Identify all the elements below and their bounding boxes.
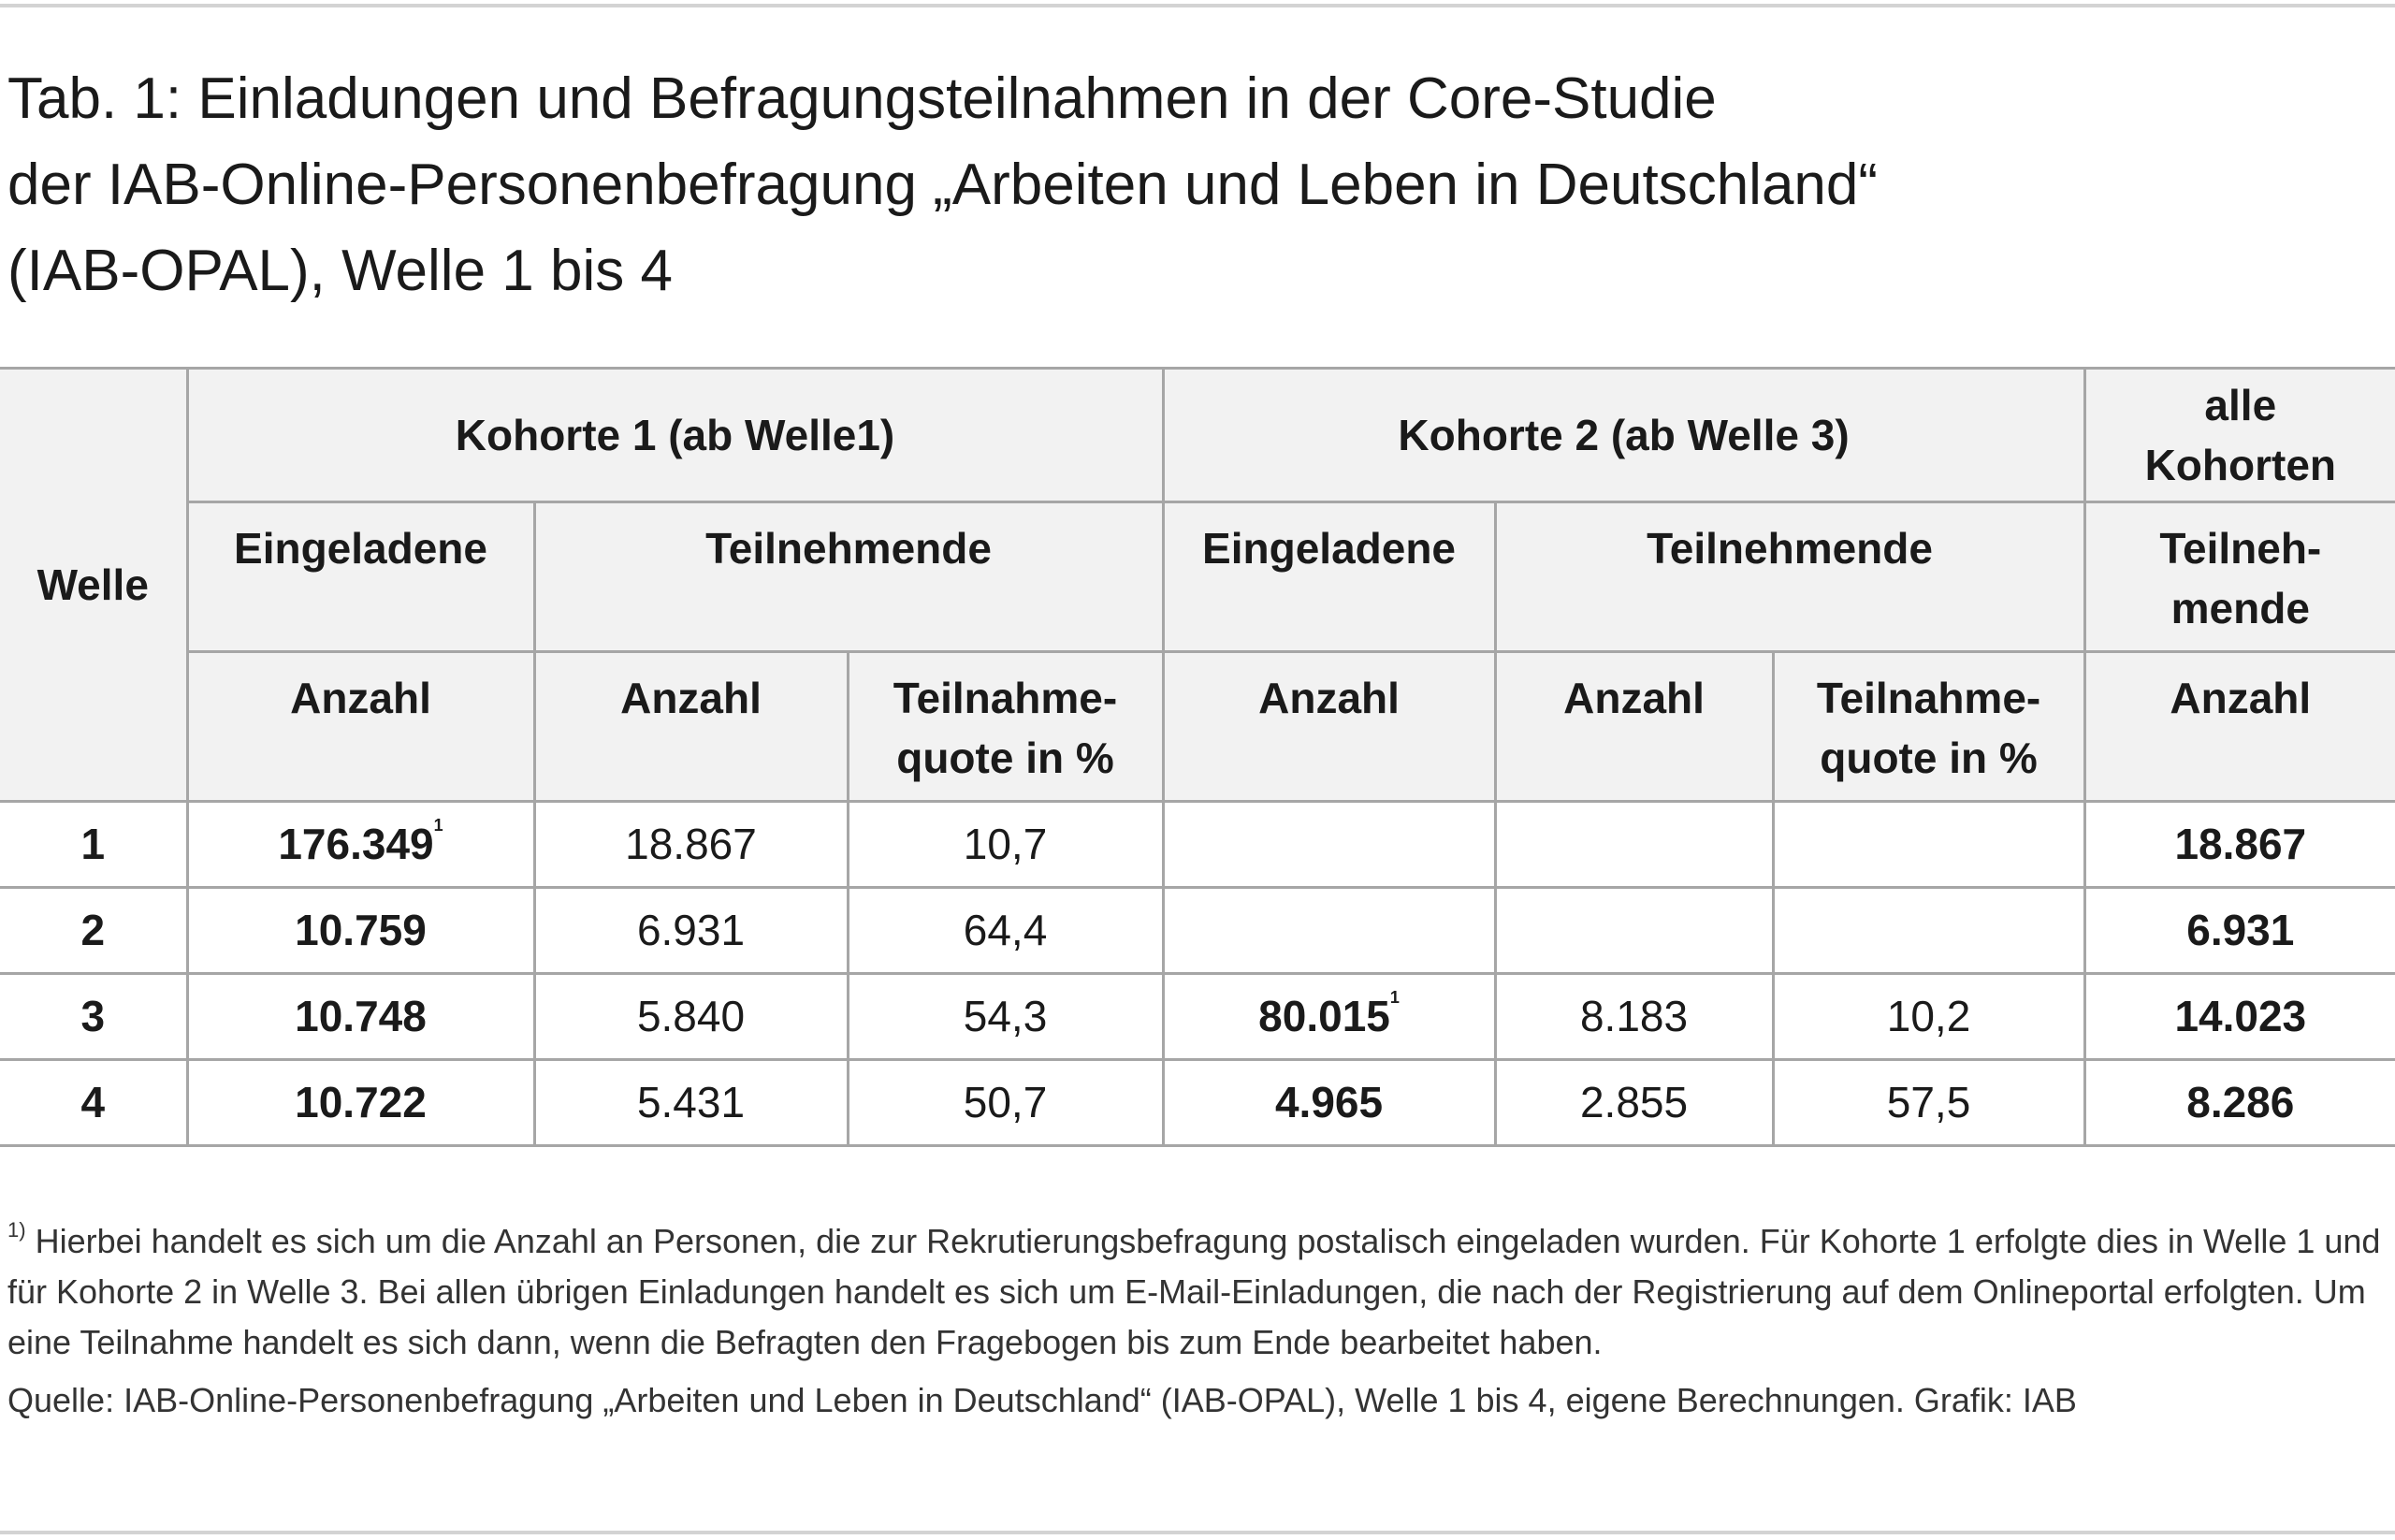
footnote-marker: 1) [7, 1218, 26, 1242]
cell-k1-eingeladene: 10.722 [187, 1060, 534, 1146]
header-quote-line-1: Teilnahme- [1816, 674, 2041, 722]
bottom-rule [0, 1531, 2395, 1534]
title-line-3: (IAB-OPAL), Welle 1 bis 4 [7, 239, 673, 303]
cell-k1-quote: 50,7 [848, 1060, 1163, 1146]
cell-k1-quote: 64,4 [848, 888, 1163, 974]
header-teilneh-line-2: mende [2170, 584, 2310, 632]
header-alle-anzahl: Anzahl [2084, 652, 2395, 802]
table-title [7, 56, 2384, 314]
cell-k1-eingeladene: 10.759 [187, 888, 534, 974]
table-row [0, 888, 2395, 974]
header-quote-line-2: quote in % [896, 734, 1114, 782]
cell-k2-quote: 57,5 [1773, 1060, 2084, 1146]
cell-k2-quote [1773, 802, 2084, 888]
footnote-mark: 1 [1389, 988, 1400, 1007]
cell-k2-teilnehmende: 2.855 [1495, 1060, 1773, 1146]
header-alle-kohorten [2084, 369, 2395, 502]
header-k1-eingeladene-anzahl: Anzahl [187, 652, 534, 802]
header-k2-quote [1773, 652, 2084, 802]
table-notes [7, 1216, 2384, 1426]
cell-alle: 8.286 [2084, 1060, 2395, 1146]
cell-alle: 18.867 [2084, 802, 2395, 888]
header-welle: Welle [0, 369, 187, 802]
header-k2-teilnehmende: Teilnehmende [1495, 502, 2084, 652]
header-quote-line-1: Teilnahme- [893, 674, 1118, 722]
cell-k2-eingeladene [1163, 888, 1495, 974]
cell-k2-teilnehmende: 8.183 [1495, 974, 1773, 1060]
header-kohorte-1: Kohorte 1 (ab Welle1) [187, 369, 1163, 502]
cell-welle: 2 [0, 888, 187, 974]
cell-k1-teilnehmende: 18.867 [534, 802, 848, 888]
cell-k1-eingeladene [187, 802, 534, 888]
cell-welle: 3 [0, 974, 187, 1060]
header-k2-teilnehmende-anzahl: Anzahl [1495, 652, 1773, 802]
title-line-1: Tab. 1: Einladungen und Befragungsteilnahmen in der Core-Studie [7, 66, 1717, 131]
cell-k1-teilnehmende: 5.840 [534, 974, 848, 1060]
invitations-table [0, 367, 2395, 1147]
header-k2-eingeladene: Eingeladene [1163, 502, 1495, 652]
cell-k1-teilnehmende: 5.431 [534, 1060, 848, 1146]
header-k1-teilnehmende-anzahl: Anzahl [534, 652, 848, 802]
cell-k2-eingeladene [1163, 974, 1495, 1060]
cell-welle: 4 [0, 1060, 187, 1146]
cell-alle: 14.023 [2084, 974, 2395, 1060]
cell-k2-eingeladene: 4.965 [1163, 1060, 1495, 1146]
header-teilneh-line-1: Teilneh- [2159, 524, 2322, 573]
cell-k1-quote: 54,3 [848, 974, 1163, 1060]
cell-value: 176.349 [278, 820, 434, 868]
cell-k2-quote: 10,2 [1773, 974, 2084, 1060]
cell-value: 80.015 [1258, 992, 1390, 1040]
title-line-2: der IAB-Online-Personenbefragung „Arbeiten und Leben in Deutschland“ [7, 153, 1879, 217]
header-k1-teilnehmende: Teilnehmende [534, 502, 1163, 652]
header-alle-line-2: Kohorten [2144, 441, 2336, 489]
header-kohorte-2: Kohorte 2 (ab Welle 3) [1163, 369, 2084, 502]
header-alle-line-1: alle [2204, 381, 2277, 429]
source-line: Quelle: IAB-Online-Personenbefragung „Arbeiten und Leben in Deutschland“ (IAB-OPAL), Welle 1 bis 4, eigene Berechnungen. Grafik: IAB [7, 1381, 2077, 1419]
footnote-text: Hierbei handelt es sich um die Anzahl an Personen, die zur Rekrutierungsbefragung postalisch eingeladen wurden. Für Kohorte 1 erfolgte dies in Welle 1 und für Kohorte 2 in Welle 3. Bei allen übrigen Einladungen handelt es sich um E-Mail-Einladungen, die nach der Registrierung auf dem Onlineportal erfolgten. Um eine Teilnahme handelt es sich dann, wenn die Befragten den Fragebogen bis zum Ende bearbeitet haben. [7, 1222, 2381, 1361]
cell-alle: 6.931 [2084, 888, 2395, 974]
cell-welle: 1 [0, 802, 187, 888]
cell-k1-eingeladene: 10.748 [187, 974, 534, 1060]
table-row [0, 974, 2395, 1060]
header-k1-quote [848, 652, 1163, 802]
cell-k1-quote: 10,7 [848, 802, 1163, 888]
cell-k1-teilnehmende: 6.931 [534, 888, 848, 974]
header-k1-eingeladene: Eingeladene [187, 502, 534, 652]
header-k2-eingeladene-anzahl: Anzahl [1163, 652, 1495, 802]
cell-k2-eingeladene [1163, 802, 1495, 888]
top-rule [0, 4, 2395, 7]
header-quote-line-2: quote in % [1820, 734, 2038, 782]
table-row [0, 1060, 2395, 1146]
footnote [7, 1216, 2384, 1368]
cell-k2-teilnehmende [1495, 802, 1773, 888]
cell-k2-quote [1773, 888, 2084, 974]
table-row [0, 802, 2395, 888]
cell-k2-teilnehmende [1495, 888, 1773, 974]
footnote-mark: 1 [433, 816, 443, 835]
header-alle-teilnehmende [2084, 502, 2395, 652]
